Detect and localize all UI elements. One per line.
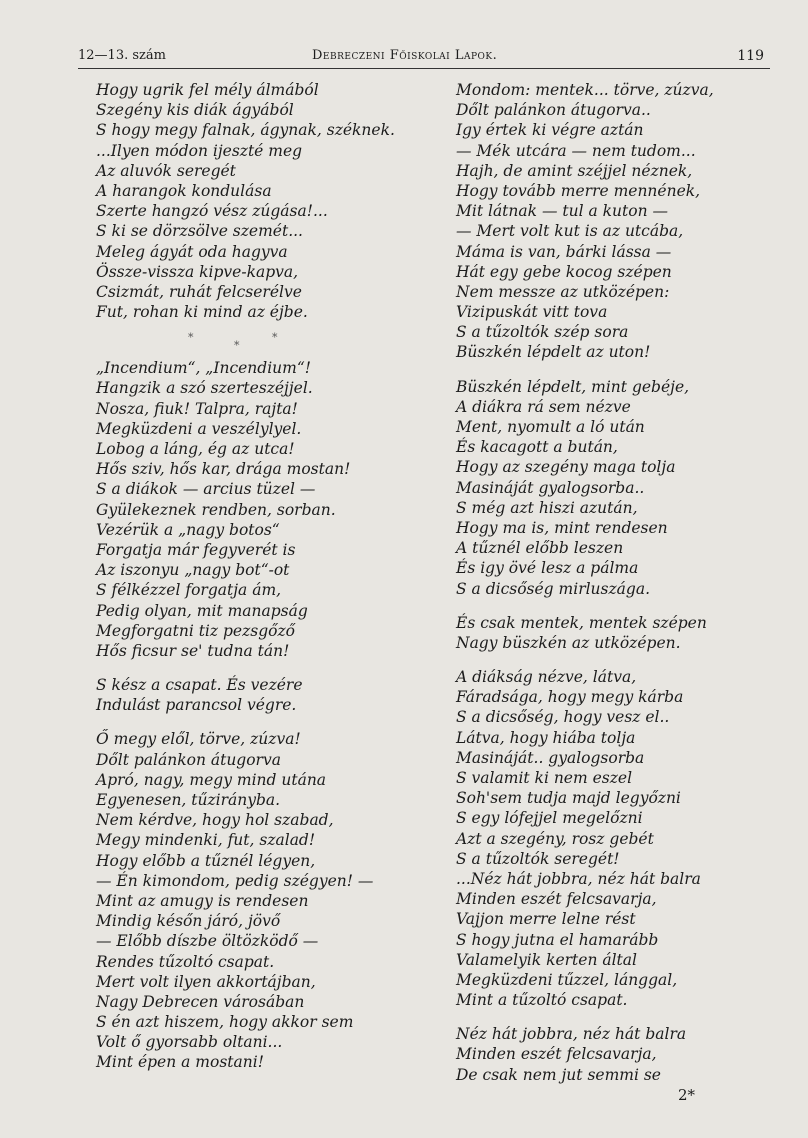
poem-line: Az aluvók seregét (96, 161, 236, 180)
stanza (96, 80, 436, 322)
poem-line: A harangok kondulása (96, 181, 272, 200)
poem-line: S valamit ki nem eszel (456, 769, 633, 787)
issue-number: 12—13. szám (78, 48, 166, 63)
poem-line: ...Ilyen módon ijeszté meg (96, 141, 303, 160)
poem-line: Vajjon merre lelne rést (456, 910, 636, 929)
poem-line: Hogy előbb a tűznél légyen, (96, 851, 316, 870)
poem-line: Mindig későn járó, jövő (96, 912, 281, 931)
poem-line: S a dicsőség mirluszága. (456, 579, 650, 598)
signature-mark: 2* (678, 1086, 696, 1104)
poem-line: Fáradsága, hogy megy kárba (456, 688, 684, 707)
poem-line: Büszkén lépdelt, mint gebéje, (456, 377, 690, 396)
poem-line: — Én kimondom, pedig szégyen! — (96, 871, 374, 890)
poem-line: S egy lófejjel megelőzni (456, 809, 643, 828)
poem-line: Megforgatni tiz pezsgőző (96, 621, 295, 640)
poem-line: Indulást parancsol végre. (96, 696, 297, 715)
poem-line: Pedig olyan, mit manapság (96, 601, 308, 620)
poem-line: Megy mindenki, fut, szalad! (96, 831, 316, 850)
stanza (456, 1024, 776, 1085)
poem-line: Hogy tovább merre mennének, (456, 181, 701, 200)
poem-line: Hogy az szegény maga tolja (456, 458, 676, 477)
poem-line: S a tűzoltók szép sora (456, 323, 629, 342)
poem-line: Azt a szegény, rosz gebét (456, 829, 654, 848)
poem-line: És kacagott a bután, (456, 438, 618, 457)
poem-line: A diákság nézve, látva, (456, 668, 637, 687)
poem-line: S ki se dörzsölve szemét... (96, 222, 303, 241)
poem-line: S még azt hiszi azután, (456, 498, 638, 517)
poem-line: Hangzik a szó szerteszéjjel. (96, 379, 313, 398)
poem-line: S hogy jutna el hamarább (456, 930, 659, 949)
header-rule (78, 68, 770, 69)
poem-line: Nagy Debrecen városában (96, 992, 305, 1011)
poem-line: „Incendium“, „Incendium“! (96, 359, 311, 378)
poem-line: Vizipuskát vitt tova (456, 303, 608, 322)
poem-line: Mint az amugy is rendesen (96, 891, 309, 910)
poem-line: Masináját gyalogsorba.. (456, 478, 645, 497)
poem-line: És csak mentek, mentek szépen (456, 613, 707, 632)
stanza (456, 613, 776, 653)
poem-line: Nem kérdve, hogy hol szabad, (96, 811, 334, 830)
poem-line: Ment, nyomult a ló után (456, 418, 645, 436)
poem-line: A tűznél előbb leszen (456, 539, 624, 558)
poem-line: — Mék utcára — nem tudom... (456, 141, 696, 160)
star: * (272, 331, 278, 345)
poem-line: Forgatja már fegyverét is (96, 540, 296, 559)
stanza (456, 377, 776, 599)
poem-line: Nagy büszkén az utközépen. (456, 633, 681, 652)
poem-line: S a tűzoltók seregét! (456, 849, 620, 868)
poem-line: S a diákok — arcius tüzel — (96, 480, 316, 499)
poem-line: A diákra rá sem nézve (456, 397, 631, 416)
poem-line: Igy értek ki végre aztán (456, 121, 644, 140)
stanza (456, 667, 776, 1010)
poem-line: Büszkén lépdelt az uton! (456, 343, 651, 362)
poem-line: Hát egy gebe kocog szépen (456, 262, 672, 281)
poem-line: Fut, rohan ki mind az éjbe. (96, 303, 308, 322)
poem-line: Hogy ma is, mint rendesen (456, 518, 668, 537)
poem-line: S én azt hiszem, hogy akkor sem (96, 1013, 354, 1032)
poem-line: Csizmát, ruhát felcserélve (96, 282, 302, 301)
poem-line: Ő megy elől, törve, zúzva! (96, 730, 301, 749)
poem-line: Szegény kis diák ágyából (96, 101, 294, 120)
poem-line: Nem messze az utközépen: (456, 282, 670, 301)
poem-line: Dőlt palánkon átugorva (96, 750, 281, 769)
poem-line: Apró, nagy, megy mind utána (96, 770, 327, 789)
poem-line: Hogy ugrik fel mély álmából (96, 81, 319, 99)
stanza (96, 675, 436, 715)
page-header (78, 48, 768, 70)
poem-line: Minden eszét felcsavarja, (456, 890, 657, 909)
poem-line: Néz hát jobbra, néz hát balra (456, 1025, 687, 1044)
journal-title: Debreczeni Főiskolai Lapok. (312, 48, 498, 63)
left-column (96, 80, 436, 1073)
poem-line: Valamelyik kerten által (456, 950, 637, 969)
poem-line: Szerte hangzó vész zúgása!... (96, 202, 328, 221)
poem-line: Gyülekeznek rendben, sorban. (96, 500, 336, 519)
poem-line: Hajh, de amint széjjel néznek, (456, 161, 693, 180)
poem-line: Nosza, fiuk! Talpra, rajta! (96, 399, 298, 418)
poem-line: Hős ficsur se' tudna tán! (96, 641, 290, 660)
poem-line: Megküzdeni tűzzel, lánggal, (456, 970, 678, 989)
right-column (456, 80, 776, 1085)
poem-line: Masináját.. gyalogsorba (456, 748, 645, 767)
poem-line: Mint épen a mostani! (96, 1053, 264, 1072)
stanza (456, 80, 776, 363)
poem-line: S hogy megy falnak, ágynak, széknek. (96, 121, 395, 140)
poem-line: Minden eszét felcsavarja, (456, 1045, 657, 1064)
poem-line: Lobog a láng, ég az utca! (96, 440, 295, 458)
poem-line: Hős sziv, hős kar, drága mostan! (96, 460, 351, 479)
poem-line: És igy övé lesz a pálma (456, 559, 639, 578)
section-divider-stars (96, 322, 436, 358)
poem-line: De csak nem jut semmi se (456, 1065, 661, 1084)
poem-line: Mit látnak — tul a kuton — (456, 202, 668, 221)
poem-line: Volt ő gyorsabb oltani... (96, 1033, 283, 1052)
stanza (96, 358, 436, 661)
poem-line: S a dicsőség, hogy vesz el.. (456, 708, 670, 727)
poem-line: Meleg ágyát oda hagyva (96, 242, 288, 261)
poem-line: Soh'sem tudja majd legyőzni (456, 789, 681, 808)
page-number: 119 (737, 48, 764, 64)
poem-line: Máma is van, bárki lássa — (456, 242, 672, 261)
poem-line: Össze-vissza kipve-kapva, (96, 262, 299, 281)
poem-line: Egyenesen, tűzirányba. (96, 791, 281, 809)
poem-line: Mondom: mentek... törve, zúzva, (456, 81, 714, 99)
poem-line: Dőlt palánkon átugorva.. (456, 101, 651, 120)
poem-line: S kész a csapat. És vezére (96, 676, 303, 695)
poem-line: Látva, hogy hiába tolja (456, 728, 636, 747)
stanza (96, 729, 436, 1072)
poem-line: — Előbb díszbe öltözködő — (96, 932, 319, 951)
star: * (188, 331, 194, 345)
poem-line: ...Néz hát jobbra, néz hát balra (456, 869, 701, 888)
poem-line: Mert volt ilyen akkortájban, (96, 972, 316, 991)
poem-line: Az iszonyu „nagy bot“-ot (96, 561, 290, 580)
poem-line: Rendes tűzoltó csapat. (96, 952, 275, 971)
poem-line: Vezérük a „nagy botos“ (96, 520, 280, 539)
poem-line: Megküzdeni a veszélylyel. (96, 419, 302, 438)
poem-line: S félkézzel forgatja ám, (96, 581, 282, 600)
poem-line: Mint a tűzoltó csapat. (456, 991, 628, 1010)
star: * (234, 339, 240, 353)
poem-line: — Mert volt kut is az utcába, (456, 222, 684, 241)
